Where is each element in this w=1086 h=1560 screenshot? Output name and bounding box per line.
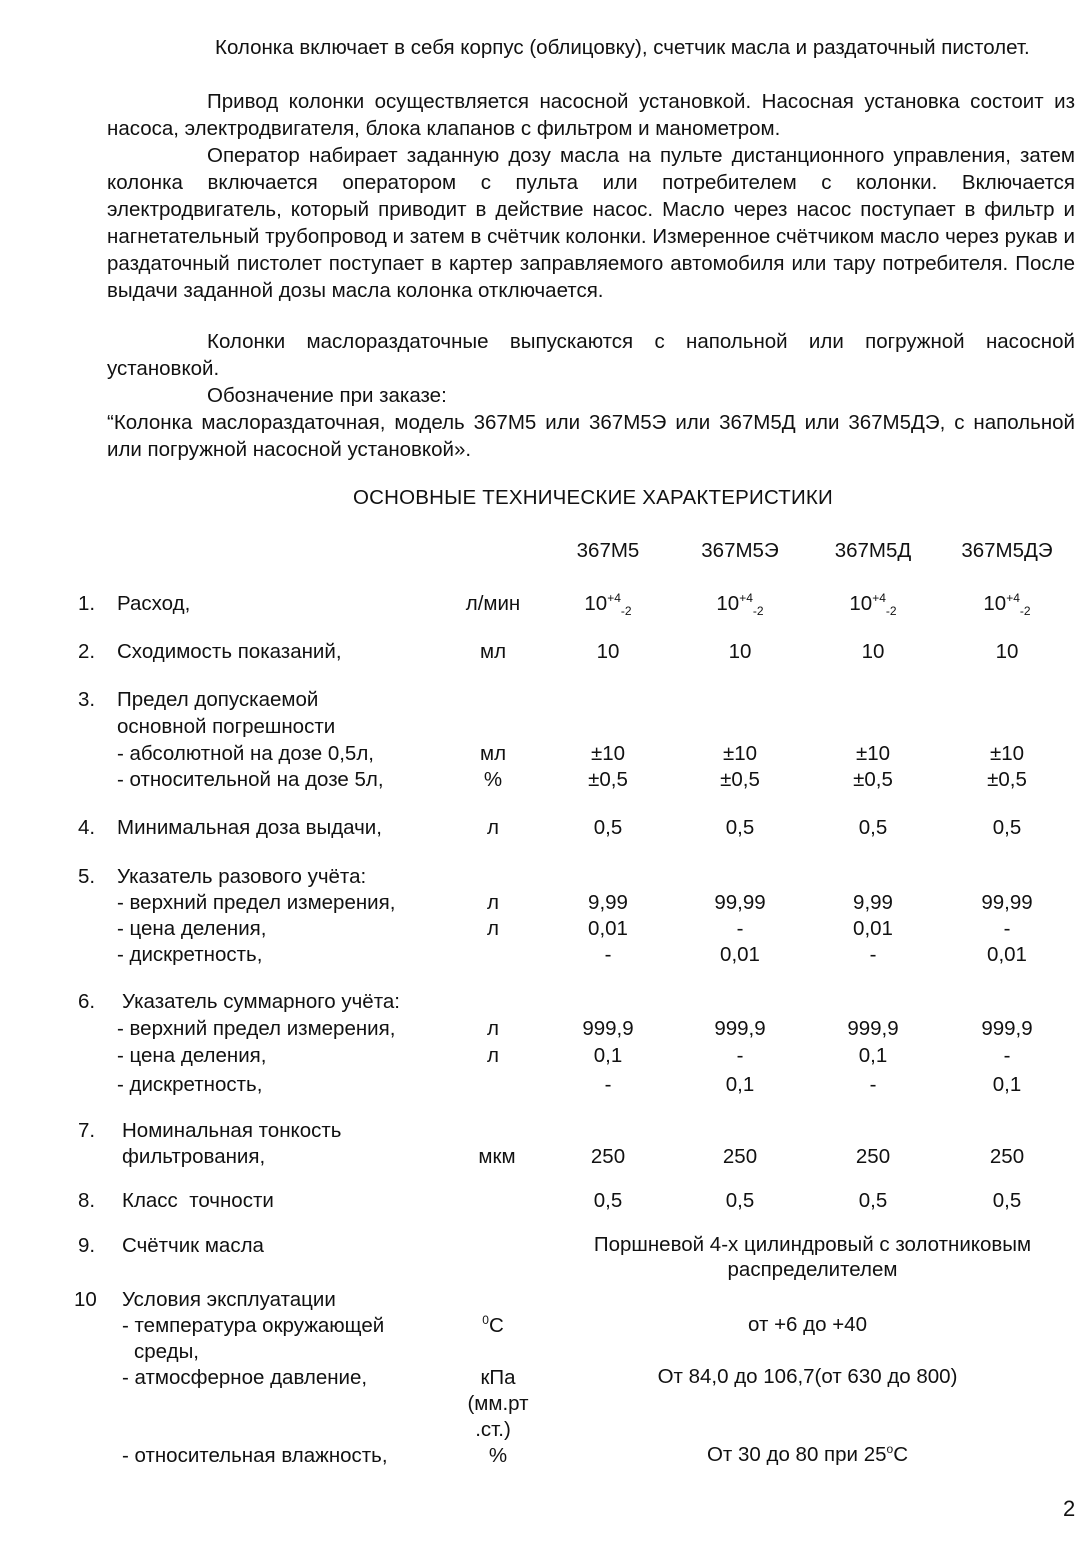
row-span-value: От 84,0 до 106,7(от 630 до 800) — [657, 1365, 958, 1388]
row-label: основной погрешности — [117, 715, 336, 738]
intro-paragraph-4-text: Колонки маслораздаточные выпускаются с напольной или погружной насосной установкой. — [107, 330, 1075, 380]
row-value: 250 — [590, 1145, 626, 1168]
value-tail: С — [893, 1443, 909, 1466]
row-value: 0,5 — [992, 1189, 1022, 1212]
value-sub: -2 — [620, 604, 632, 619]
sub-row-unit: л — [487, 917, 499, 940]
row-value: 999,9 — [981, 1017, 1033, 1040]
sub-row-label: - относительная влажность, — [122, 1444, 388, 1467]
row-value: ±10 — [989, 742, 1025, 765]
row-label: фильтрования, — [122, 1145, 266, 1168]
row-value: 9,99 — [588, 891, 628, 914]
row-label: Сходимость показаний, — [117, 640, 342, 663]
value-base: 10 — [584, 592, 608, 615]
value-sup: +4 — [607, 591, 621, 606]
row-label: Счётчик масла — [122, 1234, 264, 1257]
sub-row-label: среды, — [134, 1340, 199, 1363]
row-number: 8. — [78, 1189, 96, 1212]
row-number: 5. — [78, 865, 96, 888]
sub-row-label: - цена деления, — [117, 1044, 267, 1067]
sub-row-unit: % — [483, 768, 503, 791]
row-value — [823, 590, 923, 617]
row-value: 0,5 — [858, 816, 888, 839]
row-value: 999,9 — [582, 1017, 634, 1040]
sub-row-label: - дискретность, — [117, 943, 263, 966]
intro-paragraph-3 — [107, 142, 1075, 304]
row-value: 0,01 — [720, 943, 760, 966]
row-label: Минимальная доза выдачи, — [117, 816, 382, 839]
sub-row-unit: % — [488, 1444, 508, 1467]
row-value: 0,1 — [725, 1073, 755, 1096]
sub-row-label: - температура окружающей — [122, 1314, 385, 1337]
row-value: 10 — [596, 640, 620, 663]
row-value: ±0,5 — [720, 768, 760, 791]
sub-row-unit: кПа — [480, 1366, 516, 1389]
row-span-value: Поршневой 4-х цилиндровый с золотниковым распределителем — [593, 1233, 1032, 1281]
row-value: 0,1 — [992, 1073, 1022, 1096]
intro-paragraph-2-text: Привод колонки осуществляется насосной установкой. Насосная установка состоит из насоса, электродвигателя, блока клапанов с фильтром и манометром. — [107, 90, 1075, 140]
row-label: Указатель суммарного учёта: — [122, 990, 400, 1013]
specs-title: ОСНОВНЫЕ ТЕХНИЧЕСКИЕ ХАРАКТЕРИСТИКИ — [352, 486, 833, 509]
page-number: 2 — [1063, 1496, 1076, 1521]
degree-sup: o — [886, 1442, 894, 1457]
row-value: 0,01 — [987, 943, 1027, 966]
row-span-value: от +6 до +40 — [748, 1313, 867, 1336]
intro-paragraph-5 — [107, 382, 1075, 409]
row-value: - — [1003, 917, 1011, 940]
row-value: 10 — [861, 640, 885, 663]
row-value — [558, 590, 658, 617]
row-value: ±0,5 — [853, 768, 893, 791]
sub-row-label: - верхний предел измерения, — [117, 891, 396, 914]
row-label: Условия эксплуатации — [122, 1288, 336, 1311]
row-label: Номинальная тонкость — [122, 1119, 342, 1142]
row-number: 1. — [78, 592, 96, 615]
row-value: 250 — [722, 1145, 758, 1168]
row-unit: л — [487, 816, 499, 839]
row-value: 250 — [989, 1145, 1025, 1168]
row-value: 9,99 — [853, 891, 893, 914]
row-label: Класс точности — [122, 1189, 274, 1212]
row-value: 0,5 — [725, 1189, 755, 1212]
intro-paragraph-1-text: Колонка включает в себя корпус (облицовку), счетчик масла и раздаточный пистолет. — [215, 36, 1030, 59]
value-sub: -2 — [885, 604, 897, 619]
row-value: - — [604, 1073, 612, 1096]
row-value: 0,01 — [853, 917, 893, 940]
intro-paragraph-3-text: Оператор набирает заданную дозу масла на пульте дистанционного управления, затем колонка включается оператором с пульта или потребителем с колонки. Включается электродвигатель, который приводит в действие насос. Масло через насос поступает в фильтр и нагнетательный трубопровод и затем в счётчик колонки. Измеренное счётчиком масло через рукав и раздаточный пистолет поступает в картер заправляемого автомобиля или тару потребителя. После выдачи заданной дозы масла колонка отключается. — [107, 144, 1075, 302]
row-value: - — [1003, 1044, 1011, 1067]
row-value: ±0,5 — [588, 768, 628, 791]
row-value: - — [869, 943, 877, 966]
value-base: 10 — [716, 592, 740, 615]
sub-row-label: - абсолютной на дозе 0,5л, — [117, 742, 374, 765]
sub-row-label: - цена деления, — [117, 917, 267, 940]
sub-row-unit: л — [487, 1044, 499, 1067]
row-value: 99,99 — [714, 891, 766, 914]
row-unit: мкм — [478, 1145, 516, 1168]
value-base: 10 — [849, 592, 873, 615]
row-value: ±10 — [722, 742, 758, 765]
model-header: 367М5Д — [834, 539, 912, 562]
value-sup: +4 — [739, 591, 753, 606]
sub-row-unit: мл — [479, 742, 507, 765]
sub-row-label: - дискретность, — [117, 1073, 263, 1096]
sub-row-label: - относительной на дозе 5л, — [117, 768, 384, 791]
sub-row-label: - верхний предел измерения, — [117, 1017, 396, 1040]
row-value: 0,01 — [588, 917, 628, 940]
value-base: От 30 до 80 при 25 — [706, 1443, 887, 1466]
row-unit: л/мин — [465, 592, 521, 615]
row-value: 10 — [995, 640, 1019, 663]
model-header: 367М5 — [576, 539, 640, 562]
sub-row-unit: л — [487, 891, 499, 914]
row-label: Расход, — [117, 592, 191, 615]
row-value: 10 — [728, 640, 752, 663]
row-number: 9. — [78, 1234, 96, 1257]
row-value: 999,9 — [847, 1017, 899, 1040]
unit-base: С — [488, 1314, 504, 1337]
model-header: 367М5ДЭ — [961, 539, 1053, 562]
row-value: - — [736, 1044, 744, 1067]
row-number: 3. — [78, 688, 96, 711]
row-value: 0,5 — [593, 1189, 623, 1212]
row-value: 0,5 — [858, 1189, 888, 1212]
row-number: 10 — [74, 1288, 97, 1311]
sub-row-unit: л — [487, 1017, 499, 1040]
order-designation-text: “Колонка маслораздаточная, модель 367М5 или 367М5Э или 367М5Д или 367М5ДЭ, с напольной или погружной насосной установкой». — [107, 411, 1075, 461]
intro-paragraph-4 — [107, 328, 1075, 382]
sub-row-label: - атмосферное давление, — [122, 1366, 368, 1389]
value-sup: +4 — [1006, 591, 1020, 606]
intro-paragraph-1 — [107, 34, 1075, 61]
intro-paragraph-5-text: Обозначение при заказе: — [207, 384, 447, 407]
row-value — [690, 590, 790, 617]
row-value: 0,5 — [593, 816, 623, 839]
row-value: 99,99 — [981, 891, 1033, 914]
sub-row-unit — [448, 1312, 538, 1339]
value-sub: -2 — [1019, 604, 1031, 619]
row-span-value — [550, 1442, 1065, 1467]
row-value: 0,5 — [992, 816, 1022, 839]
row-value: - — [604, 943, 612, 966]
row-value: - — [869, 1073, 877, 1096]
row-value: 0,1 — [593, 1044, 623, 1067]
row-number: 4. — [78, 816, 96, 839]
row-value: 999,9 — [714, 1017, 766, 1040]
row-value: 0,1 — [858, 1044, 888, 1067]
row-value — [957, 590, 1057, 617]
row-label: Указатель разового учёта: — [117, 865, 367, 888]
order-designation — [107, 409, 1075, 463]
model-header: 367М5Э — [701, 539, 779, 562]
row-label: Предел допускаемой — [117, 688, 319, 711]
row-value: - — [736, 917, 744, 940]
sub-row-unit: (мм.рт — [467, 1392, 529, 1415]
value-sub: -2 — [752, 604, 764, 619]
row-number: 7. — [78, 1119, 96, 1142]
row-number: 6. — [78, 990, 96, 1013]
row-value: ±0,5 — [987, 768, 1027, 791]
sub-row-unit: .ст.) — [475, 1418, 511, 1441]
intro-paragraph-2 — [107, 88, 1075, 142]
row-value: 0,5 — [725, 816, 755, 839]
row-unit: мл — [479, 640, 507, 663]
row-value: 250 — [855, 1145, 891, 1168]
row-number: 2. — [78, 640, 96, 663]
value-base: 10 — [983, 592, 1007, 615]
value-sup: +4 — [872, 591, 886, 606]
row-value: ±10 — [590, 742, 626, 765]
row-value: ±10 — [855, 742, 891, 765]
degree-sup: 0 — [482, 1313, 489, 1328]
